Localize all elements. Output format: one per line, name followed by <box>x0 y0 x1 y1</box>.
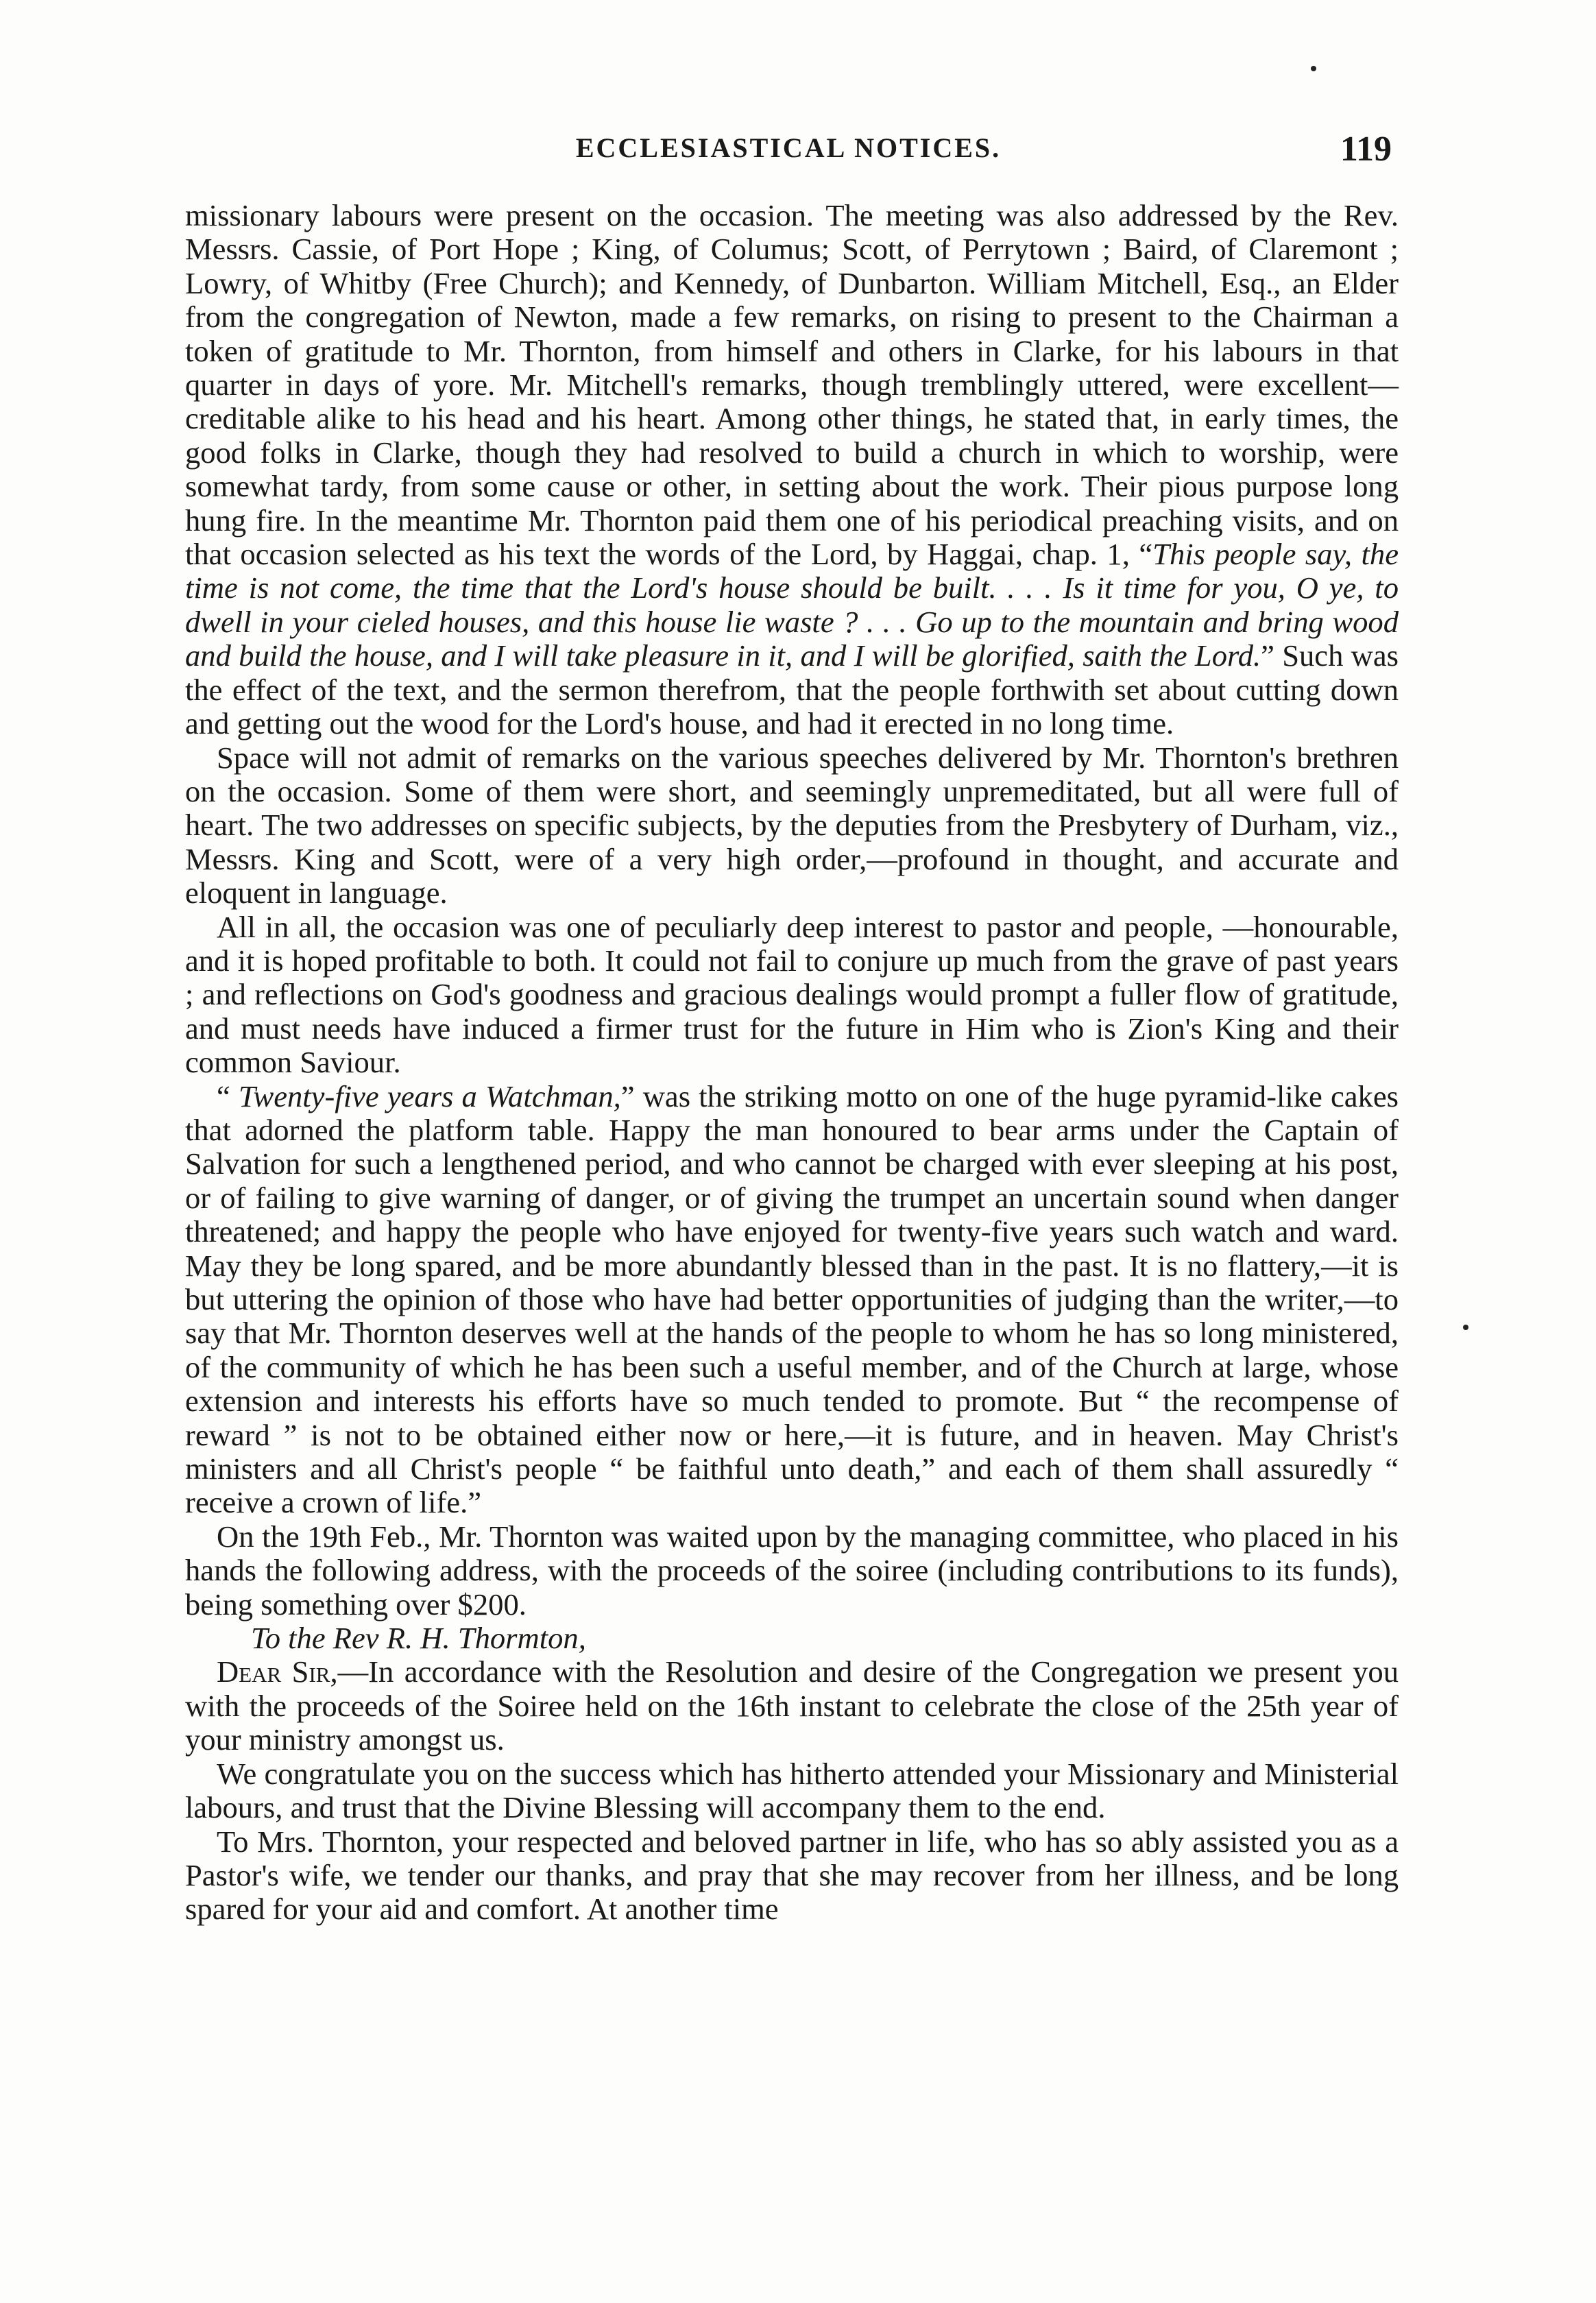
quote-open: “ <box>217 1078 239 1113</box>
stray-ink-mark <box>1311 66 1316 71</box>
paragraph-text: missionary labours were present on the occasion. The meeting was also addressed by the Rev. Messrs. Cassie, of Port Hope ; King, of Columus; Scott, of Perrytown ; Baird, of Claremont ; Lowry, of Whitby (Free Church); and Kennedy, of Dunbarton. William Mitchell, Esq., an Elder from the congregation of Newton, made a few remarks, on rising to present to the Chairman a token of gratitude to Mr. Thornton, from himself and others in Clarke, for his labours in that quarter in days of yore. Mr. Mitchell's remarks, though tremblingly uttered, were excellent—creditable alike to his head and his heart. Among other things, he stated that, in early times, the good folks in Clarke, though they had resolved to build a church in which to worship, were somewhat tardy, from some cause or other, in setting about the work. Their pious purpose long hung fire. In the meantime Mr. Thornton paid them one of his periodical preaching visits, and on that occasion selected as his text the words of the Lord, by Haggai, chap. 1, “ <box>185 198 1399 572</box>
paragraph: We congratulate you on the success which has hitherto attended your Missionary and Ministerial labours, and trust that the Divine Blessing will accompany them to the end. <box>185 1756 1399 1825</box>
page-number: 119 <box>1340 130 1392 169</box>
paragraph <box>185 199 1399 741</box>
stray-ink-mark <box>1463 1325 1468 1330</box>
paragraph: Space will not admit of remarks on the various speeches delivered by Mr. Thornton's brethren on the occasion. Some of them were short, and seemingly unpremeditated, but all were full of heart. The two addresses on specific subjects, by the deputies from the Presbytery of Durham, viz., Messrs. King and Scott, were of a very high order,—profound in thought, and accurate and eloquent in language. <box>185 740 1399 911</box>
paragraph: All in all, the occasion was one of peculiarly deep interest to pastor and people, —honourable, and it is hoped profitable to both. It could not fail to conjure up much from the grave of past years ; and reflections on God's goodness and gracious dealings would prompt a fuller flow of gratitude, and must needs have induced a firmer trust for the future in Him who is Zion's King and their common Saviour. <box>185 909 1399 1080</box>
article-body <box>185 199 1399 1927</box>
motto: Twenty-five years a Watchman, <box>238 1078 621 1113</box>
paragraph: To Mrs. Thornton, your respected and beloved partner in life, who has so ably assisted you as a Pastor's wife, we tender our thanks, and pray that she may recover from her illness, and be long spared for your aid and comfort. At another time <box>185 1824 1399 1927</box>
page-header <box>185 129 1392 170</box>
paragraph-text: ” Such was the effect of the text, and the sermon therefrom, that the people forthwith set about cutting down and getting out the wood for the Lord's house, and had it erected in no long time. <box>185 638 1399 741</box>
scripture-quote: This people say, the time is not come, the time that the Lord's house should be built. . . . Is it time for you, O ye, to dwell in your cieled houses, and this house lie waste ? . . . Go up to the mountain and bring wood and build the house, and I will take pleasure in it, and I will be glorified, saith the Lord. <box>185 537 1399 673</box>
address-recipient: To the Rev R. H. Thormton, <box>251 1621 586 1656</box>
running-head: ECCLESIASTICAL NOTICES. <box>575 132 1002 163</box>
salutation: Dear Sir, <box>217 1654 338 1689</box>
paragraph-text: —In accordance with the Resolution and desire of the Congregation we present you with the proceeds of the Soiree held on the 16th instant to celebrate the close of the 25th year of your ministry amongst us. <box>185 1654 1399 1757</box>
paragraph: On the 19th Feb., Mr. Thornton was waited upon by the managing committee, who placed in his hands the following address, with the proceeds of the soiree (including contributions to its funds), being something over $200. <box>185 1519 1399 1621</box>
paragraph-text: ” was the striking motto on one of the huge pyramid-like cakes that adorned the platform table. Happy the man honoured to bear arms under the Captain of Salvation for such a lengthened period, and who cannot be charged with ever sleeping at his post, or of failing to give warning of danger, or of giving the trumpet an uncertain sound when danger threatened; and happy the people who have enjoyed for twenty-five years such watch and ward. May they be long spared, and be more abundantly blessed than in the past. It is no flattery,—it is but uttering the opinion of those who have had better opportunities of judging than the writer,—to say that Mr. Thornton deserves well at the hands of the people to whom he has so long ministered, of the community of which he has been such a useful member, and of the Church at large, whose extension and interests his efforts have so much tended to promote. But “ the recompense of reward ” is not to be obtained either now or here,—it is future, and in heaven. May Christ's ministers and all Christ's people “ be faithful unto death,” and each of them shall assuredly “ receive a crown of life.” <box>185 1078 1399 1520</box>
paragraph <box>185 1655 1399 1757</box>
paragraph <box>185 1080 1399 1520</box>
